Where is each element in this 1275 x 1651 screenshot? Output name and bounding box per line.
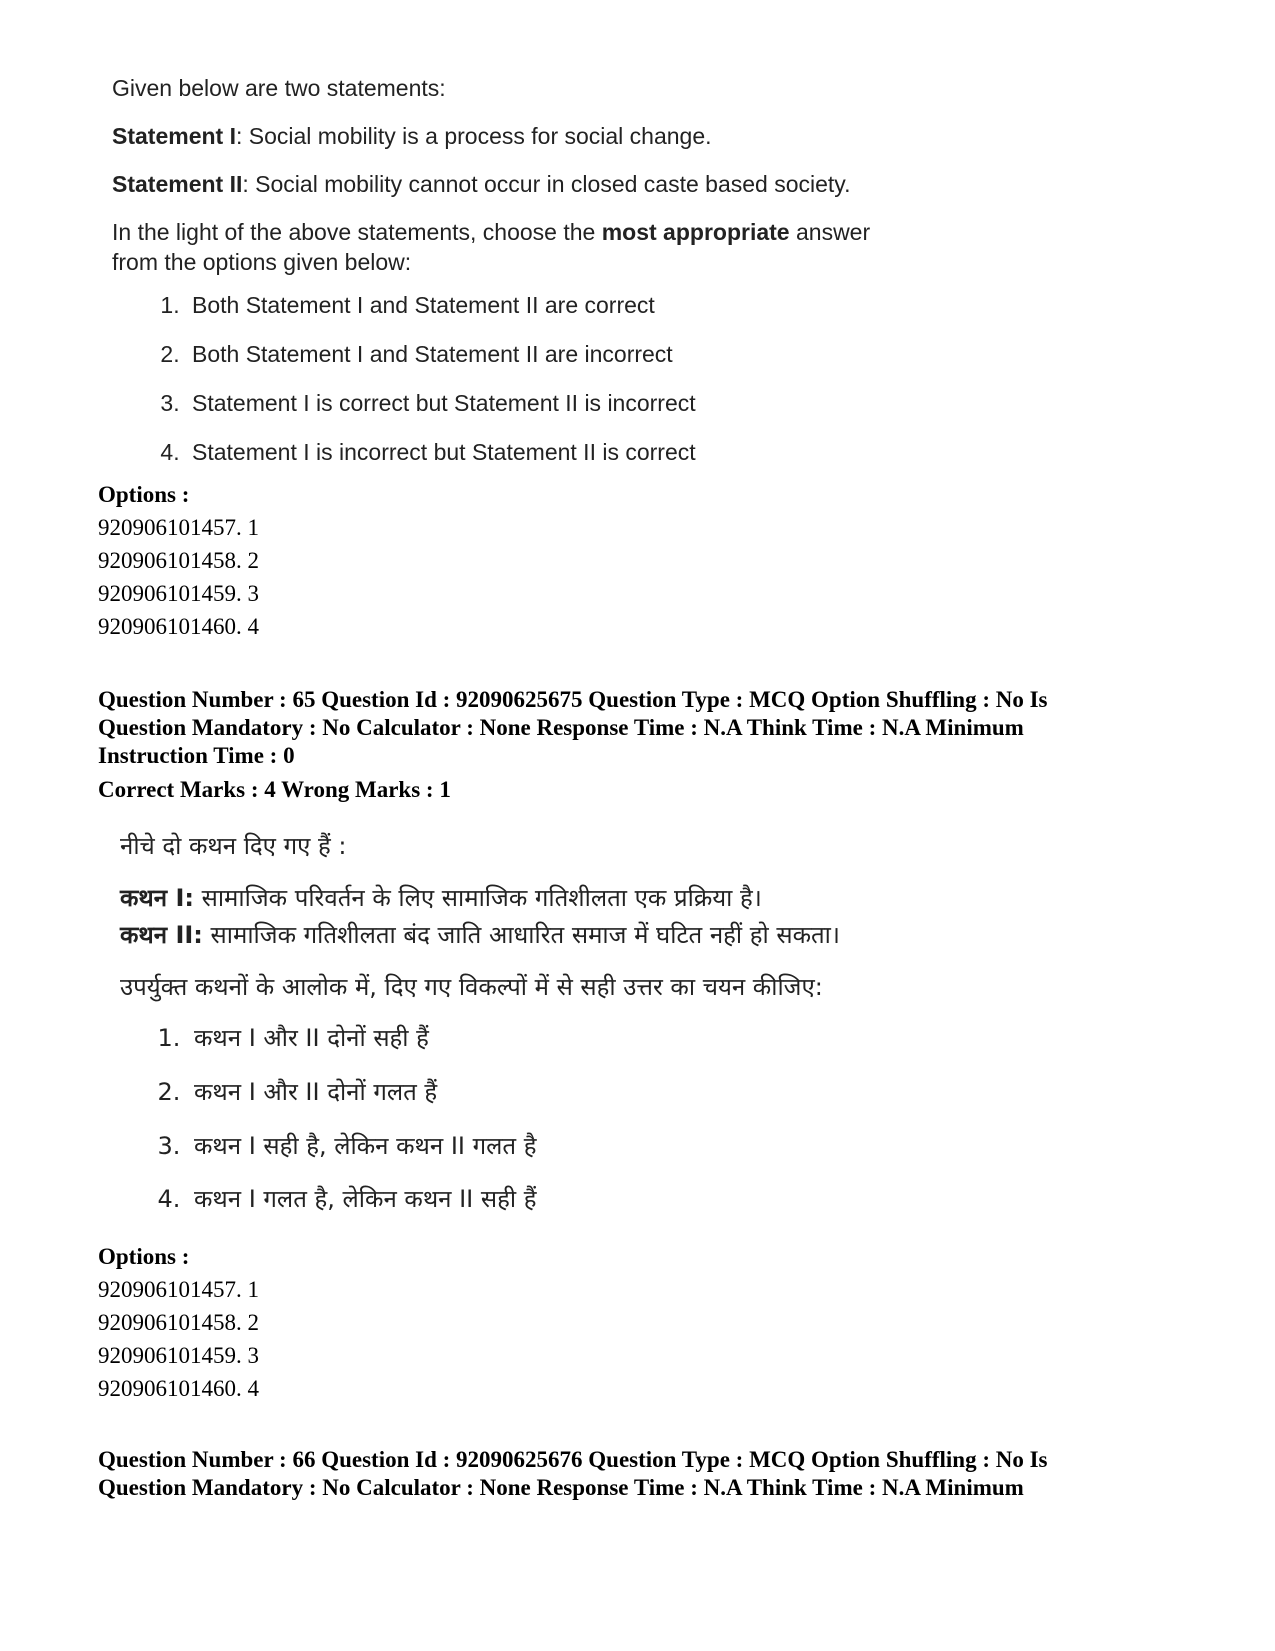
question-intro: नीचे दो कथन दिए गए हैं :: [120, 832, 347, 860]
options-heading: Options :: [98, 482, 190, 507]
instruction: उपर्युक्त कथनों के आलोक में, दिए गए विकल्पों में से सही उत्तर का चयन कीजिए:: [120, 972, 823, 1001]
header-line: Question Number : 66 Question Id : 92090625676 Question Type : MCQ Option Shuffling : No Is: [98, 1447, 1048, 1472]
header-line: Question Mandatory : No Calculator : None Response Time : N.A Think Time : N.A Minimum: [98, 1475, 1024, 1500]
choice-item: 2. Both Statement I and Statement II are incorrect: [186, 340, 1012, 370]
choice-item: 3. कथन I सही है, लेकिन कथन II गलत है: [188, 1130, 1020, 1164]
question-66-header: [98, 1446, 1158, 1502]
options-block-q64: [98, 478, 259, 643]
statement-2-label: Statement II: [112, 170, 243, 197]
statement-1: [112, 122, 1012, 152]
option-row: 920906101457. 1: [98, 1277, 259, 1302]
option-row: 920906101459. 3: [98, 1343, 259, 1368]
choice-list: [112, 291, 1012, 468]
choice-list: [120, 1022, 1020, 1216]
statement-1-text: सामाजिक परिवर्तन के लिए सामाजिक गतिशीलता एक प्रक्रिया है।: [193, 883, 762, 912]
option-row: 920906101457. 1: [98, 515, 259, 540]
option-row: 920906101460. 4: [98, 1376, 259, 1401]
statement-1: [120, 882, 1020, 916]
instruction-line-1: In the light of the above statements, choose the most appropriate answer: [112, 218, 871, 245]
choice-item: 1. कथन I और II दोनों सही हैं: [188, 1022, 1020, 1056]
options-block-q65: [98, 1240, 259, 1405]
question-65-header: [98, 686, 1158, 804]
choice-item: 4. Statement I is incorrect but Statement II is correct: [186, 438, 1012, 468]
statement-2: [120, 919, 1020, 953]
question-64-body: [112, 74, 1012, 487]
statement-1-label: Statement I: [112, 122, 236, 149]
option-row: 920906101458. 2: [98, 1310, 259, 1335]
options-heading: Options :: [98, 1244, 190, 1269]
statement-2-label: कथन II:: [120, 921, 203, 950]
option-row: 920906101459. 3: [98, 581, 259, 606]
choice-item: 2. कथन I और II दोनों गलत हैं: [188, 1076, 1020, 1110]
statement-1-text: : Social mobility is a process for social change.: [235, 122, 712, 149]
choice-item: 3. Statement I is correct but Statement II is incorrect: [186, 389, 1012, 419]
header-line: Question Mandatory : No Calculator : None Response Time : N.A Think Time : N.A Minimum: [98, 715, 1024, 740]
instruction-emphasis: most appropriate: [601, 218, 790, 245]
statement-2-text: : Social mobility cannot occur in closed caste based society.: [242, 170, 851, 197]
choice-item: 4. कथन I गलत है, लेकिन कथन II सही हैं: [188, 1183, 1020, 1217]
question-intro: Given below are two statements:: [112, 75, 446, 101]
instruction-line-2: from the options given below:: [112, 248, 412, 275]
header-line: Question Number : 65 Question Id : 92090625675 Question Type : MCQ Option Shuffling : No Is: [98, 687, 1048, 712]
statement-2-text: सामाजिक गतिशीलता बंद जाति आधारित समाज में घटित नहीं हो सकता।: [202, 921, 840, 950]
header-line: Instruction Time : 0: [98, 743, 295, 768]
option-row: 920906101460. 4: [98, 614, 259, 639]
statement-2: [112, 170, 1012, 200]
choice-item: 1. Both Statement I and Statement II are correct: [186, 291, 1012, 321]
statement-1-label: कथन I:: [120, 883, 194, 912]
marks-line: Correct Marks : 4 Wrong Marks : 1: [98, 777, 451, 802]
option-row: 920906101458. 2: [98, 548, 259, 573]
question-65-body: [120, 830, 1020, 1237]
